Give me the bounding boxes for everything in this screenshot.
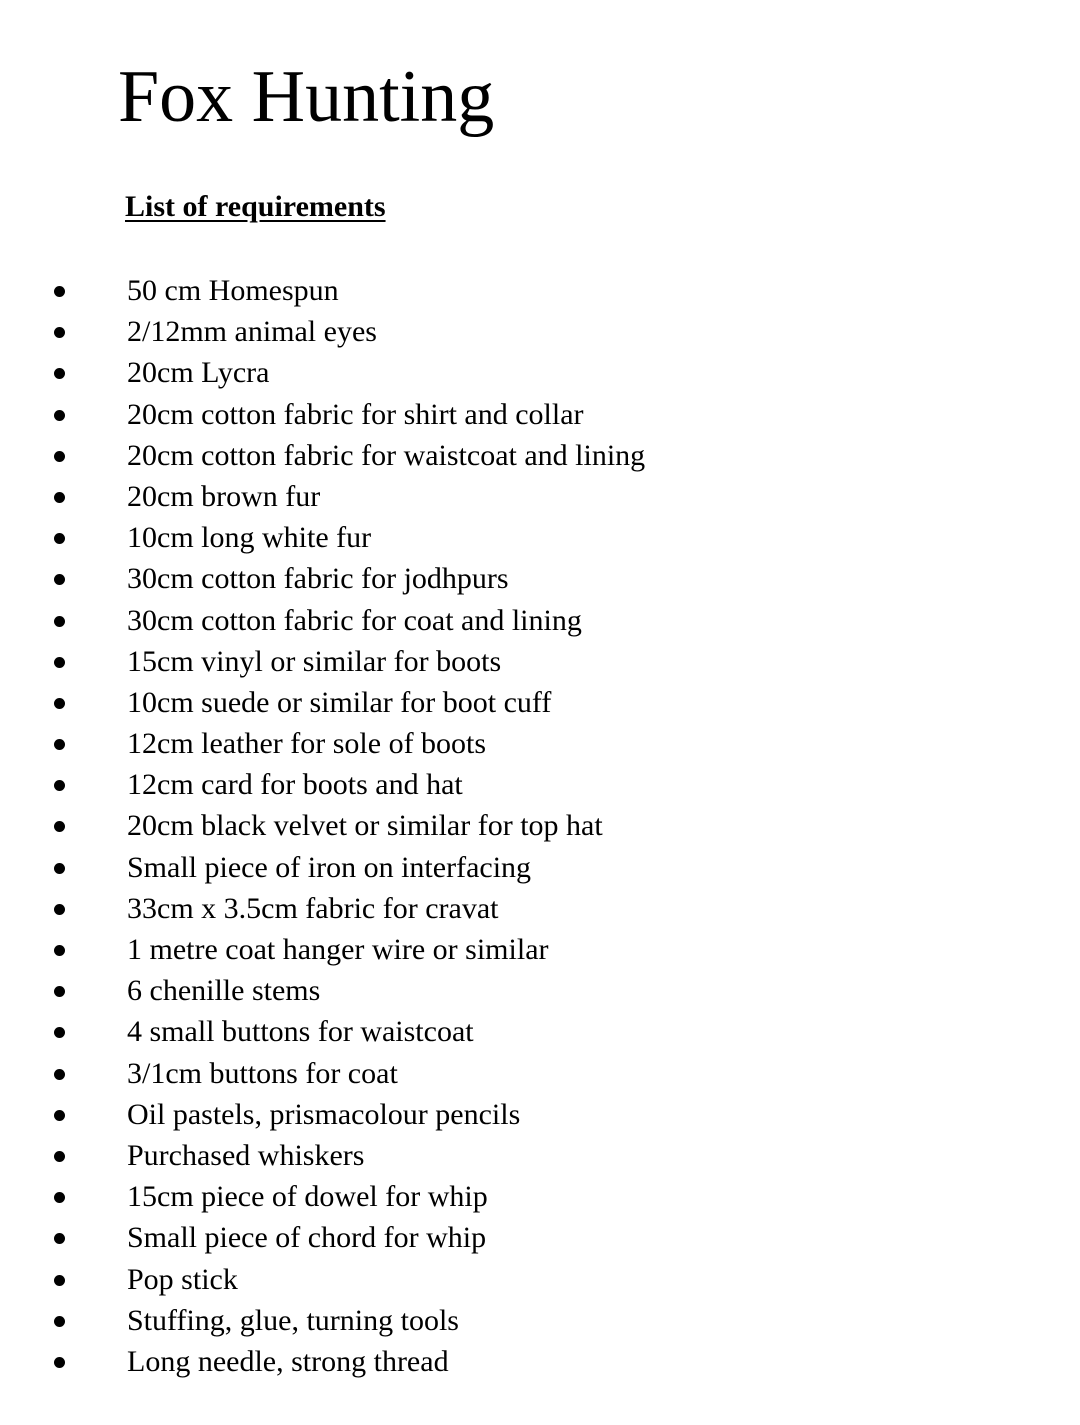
bullet-icon xyxy=(54,1316,65,1327)
bullet-icon xyxy=(54,1027,65,1038)
list-item xyxy=(0,435,1080,476)
bullet-icon xyxy=(54,945,65,956)
list-item-text: 20cm black velvet or similar for top hat xyxy=(127,809,603,843)
list-item-text: 10cm suede or similar for boot cuff xyxy=(127,685,552,719)
bullet-icon xyxy=(54,492,65,503)
bullet-icon xyxy=(54,451,65,462)
list-item-text: 1 metre coat hanger wire or similar xyxy=(127,933,549,966)
list-item xyxy=(0,1217,1080,1258)
list-item xyxy=(0,1135,1080,1176)
bullet-icon xyxy=(54,368,65,379)
list-item-text: 30cm cotton fabric for jodhpurs xyxy=(127,562,509,596)
bullet-icon xyxy=(54,1192,65,1203)
list-item-text: 20cm brown fur xyxy=(127,479,321,513)
bullet-icon xyxy=(54,574,65,585)
bullet-icon xyxy=(54,986,65,997)
list-item-text: 20cm Lycra xyxy=(127,356,270,390)
list-item xyxy=(0,847,1080,888)
requirements-list xyxy=(0,270,1080,1382)
list-item-text: 6 chenille stems xyxy=(127,974,321,1008)
list-item xyxy=(0,1011,1080,1052)
bullet-icon xyxy=(54,286,65,297)
list-item xyxy=(0,888,1080,929)
bullet-icon xyxy=(54,1069,65,1080)
list-item xyxy=(0,600,1080,641)
bullet-icon xyxy=(54,904,65,915)
list-item xyxy=(0,1259,1080,1300)
bullet-icon xyxy=(54,1357,65,1368)
list-item xyxy=(0,270,1080,311)
list-item xyxy=(0,311,1080,352)
bullet-icon xyxy=(54,657,65,668)
list-item-text: 20cm cotton fabric for shirt and collar xyxy=(127,397,584,431)
list-item xyxy=(0,1094,1080,1135)
list-item-text: Purchased whiskers xyxy=(127,1138,365,1172)
list-item xyxy=(0,1341,1080,1382)
list-item-text: 2/12mm animal eyes xyxy=(127,315,377,349)
bullet-icon xyxy=(54,780,65,791)
requirements-heading: List of requirements xyxy=(125,190,386,223)
list-item xyxy=(0,970,1080,1011)
list-item xyxy=(0,682,1080,723)
list-item-text: 12cm card for boots and hat xyxy=(127,768,463,802)
list-item-text: 4 small buttons for waistcoat xyxy=(127,1015,474,1049)
list-item-text: 33cm x 3.5cm fabric for cravat xyxy=(127,891,499,925)
list-item-text: Small piece of iron on interfacing xyxy=(127,850,532,884)
bullet-icon xyxy=(54,533,65,544)
list-item-text: Stuffing, glue, turning tools xyxy=(127,1303,459,1337)
bullet-icon xyxy=(54,1233,65,1244)
bullet-icon xyxy=(54,698,65,709)
list-item-text: Small piece of chord for whip xyxy=(127,1221,487,1255)
bullet-icon xyxy=(54,1110,65,1121)
bullet-icon xyxy=(54,327,65,338)
list-item-text: Pop stick xyxy=(127,1262,238,1296)
bullet-icon xyxy=(54,1151,65,1162)
list-item-text: 20cm cotton fabric for waistcoat and lining xyxy=(127,438,646,472)
list-item xyxy=(0,764,1080,805)
bullet-icon xyxy=(54,1275,65,1286)
page-title: Fox Hunting xyxy=(118,56,495,138)
list-item-text: 12cm leather for sole of boots xyxy=(127,727,487,761)
list-item xyxy=(0,805,1080,846)
list-item xyxy=(0,929,1080,970)
list-item xyxy=(0,1053,1080,1094)
list-item xyxy=(0,1300,1080,1341)
list-item-text: 50 cm Homespun xyxy=(127,274,339,307)
bullet-icon xyxy=(54,616,65,627)
list-item xyxy=(0,394,1080,435)
list-item xyxy=(0,1176,1080,1217)
bullet-icon xyxy=(54,863,65,874)
list-item-text: 10cm long white fur xyxy=(127,521,372,555)
list-item xyxy=(0,352,1080,393)
list-item-text: 30cm cotton fabric for coat and lining xyxy=(127,603,582,637)
list-item xyxy=(0,723,1080,764)
list-item xyxy=(0,641,1080,682)
list-item-text: Long needle, strong thread xyxy=(127,1344,449,1378)
bullet-icon xyxy=(54,821,65,832)
list-item-text: 15cm vinyl or similar for boots xyxy=(127,644,502,678)
list-item xyxy=(0,476,1080,517)
list-item-text: Oil pastels, prismacolour pencils xyxy=(127,1097,521,1131)
list-item xyxy=(0,517,1080,558)
bullet-icon xyxy=(54,739,65,750)
bullet-icon xyxy=(54,410,65,421)
list-item-text: 3/1cm buttons for coat xyxy=(127,1056,398,1090)
list-item-text: 15cm piece of dowel for whip xyxy=(127,1180,488,1214)
list-item xyxy=(0,558,1080,599)
